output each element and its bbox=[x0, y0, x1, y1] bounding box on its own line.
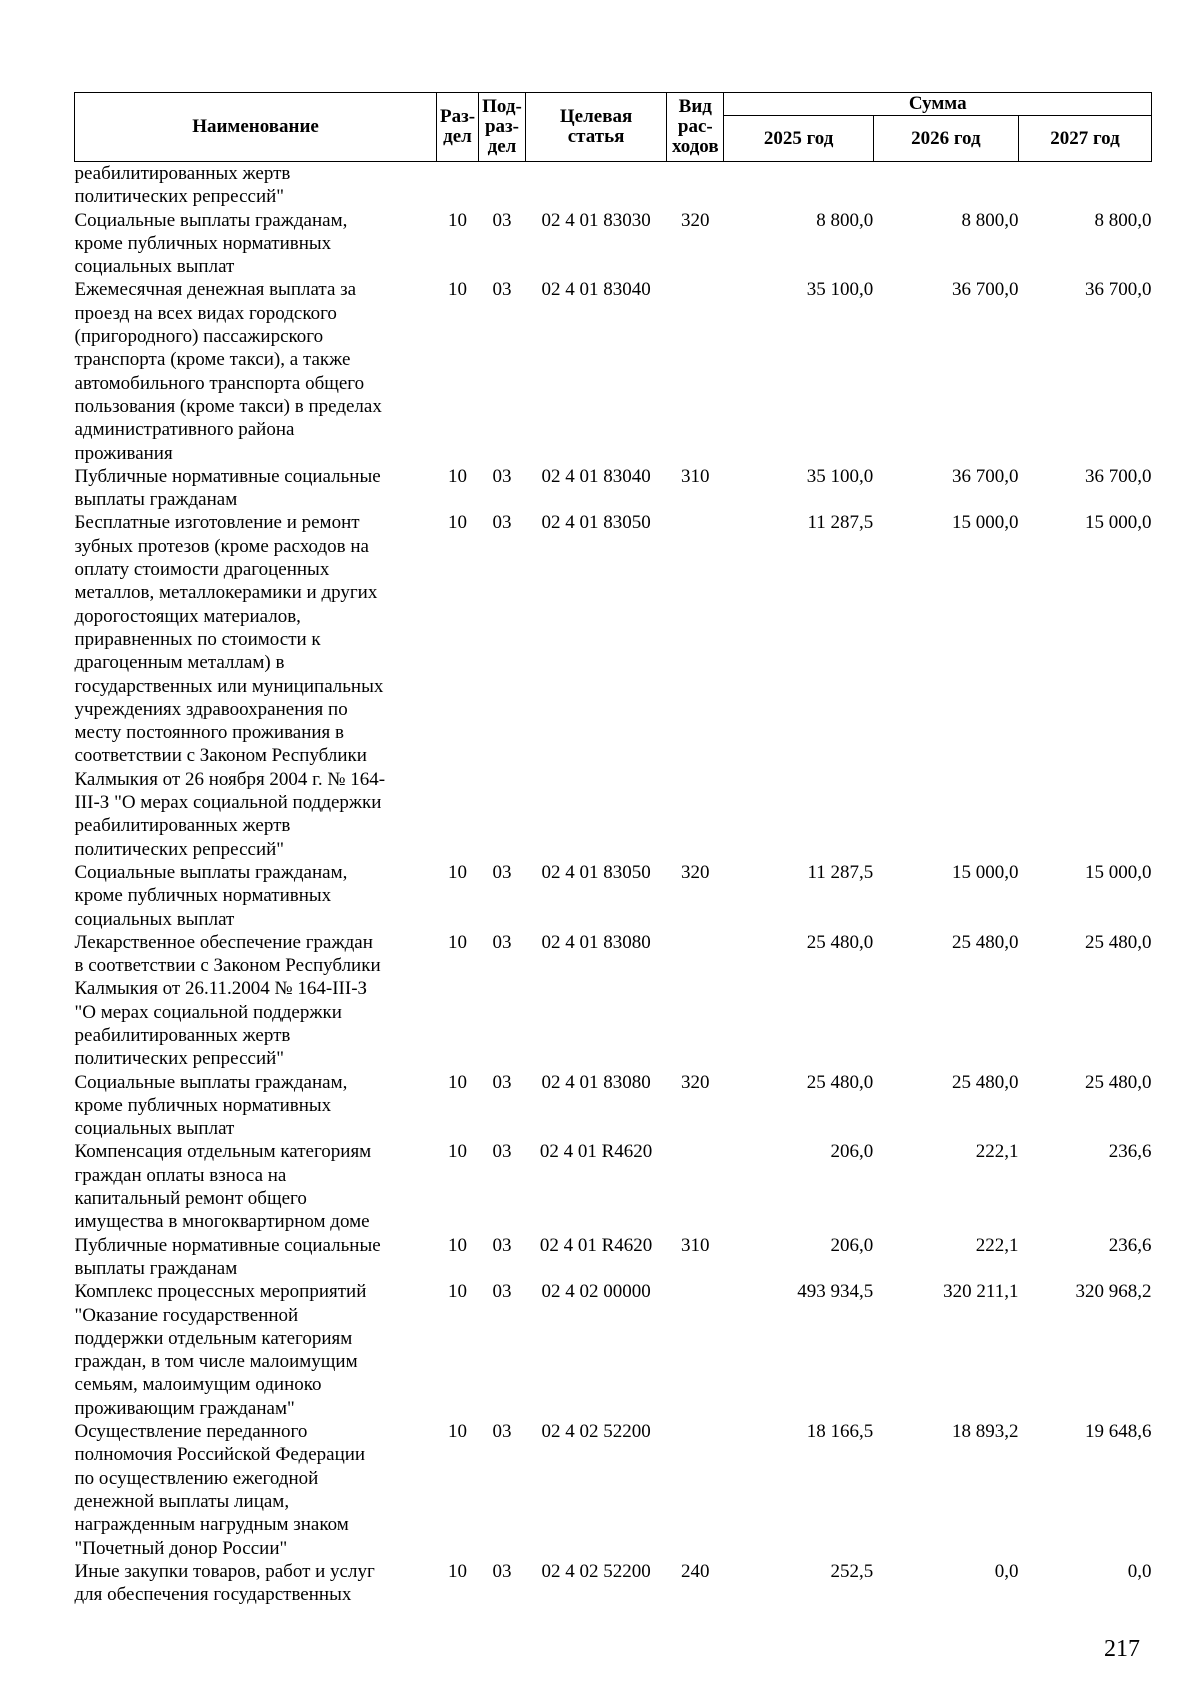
row-amount-2025: 8 800,0 bbox=[816, 209, 874, 231]
row-name: Компенсация отдельным категориям граждан оплаты взноса на капитальный ремонт общего имущества в многоквартирном доме bbox=[74, 1141, 372, 1233]
row-amount-2025: 25 480,0 bbox=[806, 931, 874, 953]
row-name: Комплекс процессных мероприятий "Оказание государственной поддержки отдельным категориям граждан, в том числе малоимущим семьям, малоимущим одиноко проживающим гражданам" bbox=[74, 1281, 367, 1419]
row-expense-type: 320 bbox=[681, 861, 710, 883]
row-amount-2025: 25 480,0 bbox=[806, 1071, 874, 1093]
row-name: Ежемесячная денежная выплата за проезд на всех видах городского (пригородного) пассажирского транспорта (кроме такси), а также автомобильного транспорта общего пользования (кроме такси) в пределах административного района проживания bbox=[74, 279, 382, 464]
row-expense-type: 310 bbox=[681, 465, 710, 487]
table-row bbox=[75, 1071, 1152, 1141]
row-name: Социальные выплаты гражданам, кроме публичных нормативных социальных выплат bbox=[74, 209, 348, 278]
table-row bbox=[75, 1560, 1152, 1607]
row-amount-2025: 11 287,5 bbox=[807, 512, 874, 534]
row-amount-2026: 36 700,0 bbox=[951, 465, 1019, 487]
row-subsection: 03 bbox=[492, 279, 512, 301]
row-amount-2027: 0,0 bbox=[1127, 1560, 1152, 1582]
table-row bbox=[75, 931, 1152, 1071]
header-target: Целевая статья bbox=[526, 93, 667, 162]
row-target-code: 02 4 02 52200 bbox=[541, 1560, 651, 1582]
row-name: Осуществление переданного полномочия Российской Федерации по осуществлению ежегодной денежной выплаты лицам, награжденным нагрудным знаком "Почетный донор России" bbox=[74, 1421, 366, 1559]
row-expense-type bbox=[667, 511, 724, 860]
row-target-code bbox=[526, 162, 667, 209]
row-subsection: 03 bbox=[492, 465, 512, 487]
header-year-2025: 2025 год bbox=[724, 116, 873, 162]
row-target-code: 02 4 01 83040 bbox=[541, 279, 651, 301]
row-expense-type bbox=[667, 1280, 724, 1420]
row-amount-2027: 15 000,0 bbox=[1085, 861, 1152, 883]
header-sum: Сумма bbox=[724, 93, 1152, 116]
row-subsection: 03 bbox=[492, 1234, 512, 1256]
table-body bbox=[75, 162, 1152, 1607]
row-target-code: 02 4 01 83080 bbox=[541, 1071, 651, 1093]
row-amount-2026: 25 480,0 bbox=[951, 931, 1019, 953]
row-amount-2025: 206,0 bbox=[830, 1234, 874, 1256]
row-subsection: 03 bbox=[492, 1281, 512, 1303]
row-amount-2026: 0,0 bbox=[994, 1560, 1019, 1582]
row-subsection: 03 bbox=[492, 1071, 512, 1093]
row-subsection: 03 bbox=[492, 209, 512, 231]
row-section: 10 bbox=[448, 931, 467, 953]
row-amount-2027: 236,6 bbox=[1108, 1234, 1152, 1256]
row-subsection bbox=[478, 162, 525, 209]
table-row bbox=[75, 1140, 1152, 1233]
row-amount-2027: 36 700,0 bbox=[1085, 465, 1152, 487]
row-amount-2026: 36 700,0 bbox=[951, 279, 1019, 301]
row-amount-2027: 19 648,6 bbox=[1085, 1421, 1152, 1443]
row-target-code: 02 4 01 R4620 bbox=[539, 1141, 653, 1163]
header-year-2027: 2027 год bbox=[1018, 116, 1151, 162]
row-target-code: 02 4 01 83080 bbox=[541, 931, 651, 953]
row-name: реабилитированных жертв политических репрессий" bbox=[74, 163, 291, 208]
row-target-code: 02 4 02 00000 bbox=[541, 1281, 651, 1303]
row-amount-2025: 252,5 bbox=[830, 1560, 874, 1582]
header-year-2026: 2026 год bbox=[873, 116, 1018, 162]
header-subsection: Под- раз- дел bbox=[478, 93, 525, 162]
row-section: 10 bbox=[448, 1234, 467, 1256]
table-row bbox=[75, 1234, 1152, 1281]
header-name: Наименование bbox=[75, 93, 437, 162]
table-row bbox=[75, 861, 1152, 931]
header-section: Раз- дел bbox=[437, 93, 479, 162]
row-section: 10 bbox=[448, 512, 467, 534]
row-section: 10 bbox=[448, 1071, 467, 1093]
table-row bbox=[75, 1420, 1152, 1560]
row-subsection: 03 bbox=[492, 512, 512, 534]
row-section: 10 bbox=[448, 465, 467, 487]
row-subsection: 03 bbox=[492, 861, 512, 883]
header-expense-type: Вид рас- ходов bbox=[667, 93, 724, 162]
row-name: Социальные выплаты гражданам, кроме публичных нормативных социальных выплат bbox=[74, 1071, 348, 1140]
row-expense-type bbox=[667, 278, 724, 464]
row-section: 10 bbox=[448, 1560, 467, 1582]
row-section: 10 bbox=[448, 861, 467, 883]
row-section: 10 bbox=[448, 1421, 467, 1443]
row-name: Лекарственное обеспечение граждан в соответствии с Законом Республики Калмыкия от 26.11.2004 № 164-III-З "О мерах социальной поддержки реабилитированных жертв политических репрессий" bbox=[74, 931, 381, 1070]
row-section: 10 bbox=[448, 1281, 467, 1303]
row-expense-type: 240 bbox=[681, 1560, 710, 1582]
row-amount-2026: 15 000,0 bbox=[951, 861, 1019, 883]
row-target-code: 02 4 01 83050 bbox=[541, 512, 651, 534]
row-amount-2026 bbox=[873, 162, 1018, 209]
budget-table bbox=[74, 92, 1152, 1606]
row-amount-2025: 206,0 bbox=[830, 1141, 874, 1163]
row-expense-type bbox=[667, 1420, 724, 1560]
row-expense-type: 320 bbox=[681, 209, 710, 231]
row-section bbox=[437, 162, 479, 209]
row-amount-2026: 18 893,2 bbox=[951, 1421, 1019, 1443]
table-row bbox=[75, 465, 1152, 512]
row-amount-2027: 15 000,0 bbox=[1085, 512, 1152, 534]
row-name: Социальные выплаты гражданам, кроме публичных нормативных социальных выплат bbox=[74, 861, 348, 930]
page-number: 217 bbox=[1104, 1636, 1140, 1662]
row-target-code: 02 4 01 83050 bbox=[541, 861, 651, 883]
row-amount-2026: 8 800,0 bbox=[961, 209, 1019, 231]
row-target-code: 02 4 01 83030 bbox=[541, 209, 651, 231]
row-expense-type: 320 bbox=[681, 1071, 710, 1093]
row-amount-2025: 35 100,0 bbox=[806, 279, 874, 301]
row-amount-2026: 25 480,0 bbox=[951, 1071, 1019, 1093]
row-amount-2027 bbox=[1018, 162, 1151, 209]
row-expense-type bbox=[667, 931, 724, 1071]
row-name: Бесплатные изготовление и ремонт зубных протезов (кроме расходов на оплату стоимости драгоценных металлов, металлокерамики и других дорогостоящих материалов, приравненных по стоимости к драгоценным металлам) в государственных или муниципальных учреждениях здравоохранения по месту постоянного проживания в соответствии с Законом Республики Калмыкия от 26 ноября 2004 г. № 164- III-З "О мерах социальной поддержки реабилитированных жертв политических репрессий" bbox=[74, 512, 386, 860]
row-amount-2027: 25 480,0 bbox=[1085, 1071, 1152, 1093]
row-amount-2025: 11 287,5 bbox=[807, 861, 874, 883]
table-row bbox=[75, 209, 1152, 279]
row-section: 10 bbox=[448, 1141, 467, 1163]
row-amount-2027: 25 480,0 bbox=[1085, 931, 1152, 953]
row-name: Публичные нормативные социальные выплаты гражданам bbox=[74, 1234, 381, 1279]
row-name: Иные закупки товаров, работ и услуг для обеспечения государственных bbox=[74, 1560, 375, 1606]
row-amount-2027: 36 700,0 bbox=[1085, 279, 1152, 301]
row-amount-2025 bbox=[724, 162, 873, 209]
table-row bbox=[75, 1280, 1152, 1420]
table-header bbox=[75, 93, 1152, 162]
row-target-code: 02 4 01 83040 bbox=[541, 465, 651, 487]
row-amount-2025: 35 100,0 bbox=[806, 465, 874, 487]
table-row bbox=[75, 511, 1152, 860]
row-expense-type: 310 bbox=[681, 1234, 710, 1256]
table-row bbox=[75, 162, 1152, 209]
row-subsection: 03 bbox=[492, 931, 512, 953]
row-subsection: 03 bbox=[492, 1421, 512, 1443]
row-amount-2026: 320 211,1 bbox=[943, 1281, 1019, 1303]
row-target-code: 02 4 01 R4620 bbox=[539, 1234, 653, 1256]
row-amount-2026: 222,1 bbox=[975, 1234, 1019, 1256]
row-section: 10 bbox=[448, 209, 467, 231]
table-row bbox=[75, 278, 1152, 464]
row-expense-type bbox=[667, 1140, 724, 1233]
row-amount-2027: 8 800,0 bbox=[1094, 209, 1152, 231]
row-amount-2025: 493 934,5 bbox=[797, 1281, 874, 1303]
row-subsection: 03 bbox=[492, 1141, 512, 1163]
row-expense-type bbox=[667, 162, 724, 209]
row-section: 10 bbox=[448, 279, 467, 301]
row-amount-2026: 15 000,0 bbox=[951, 512, 1019, 534]
row-amount-2025: 18 166,5 bbox=[806, 1421, 874, 1443]
row-amount-2027: 236,6 bbox=[1108, 1141, 1152, 1163]
row-name: Публичные нормативные социальные выплаты гражданам bbox=[74, 465, 381, 511]
row-amount-2026: 222,1 bbox=[975, 1141, 1019, 1163]
row-target-code: 02 4 02 52200 bbox=[541, 1421, 651, 1443]
row-amount-2027: 320 968,2 bbox=[1075, 1281, 1152, 1303]
row-subsection: 03 bbox=[492, 1560, 512, 1582]
